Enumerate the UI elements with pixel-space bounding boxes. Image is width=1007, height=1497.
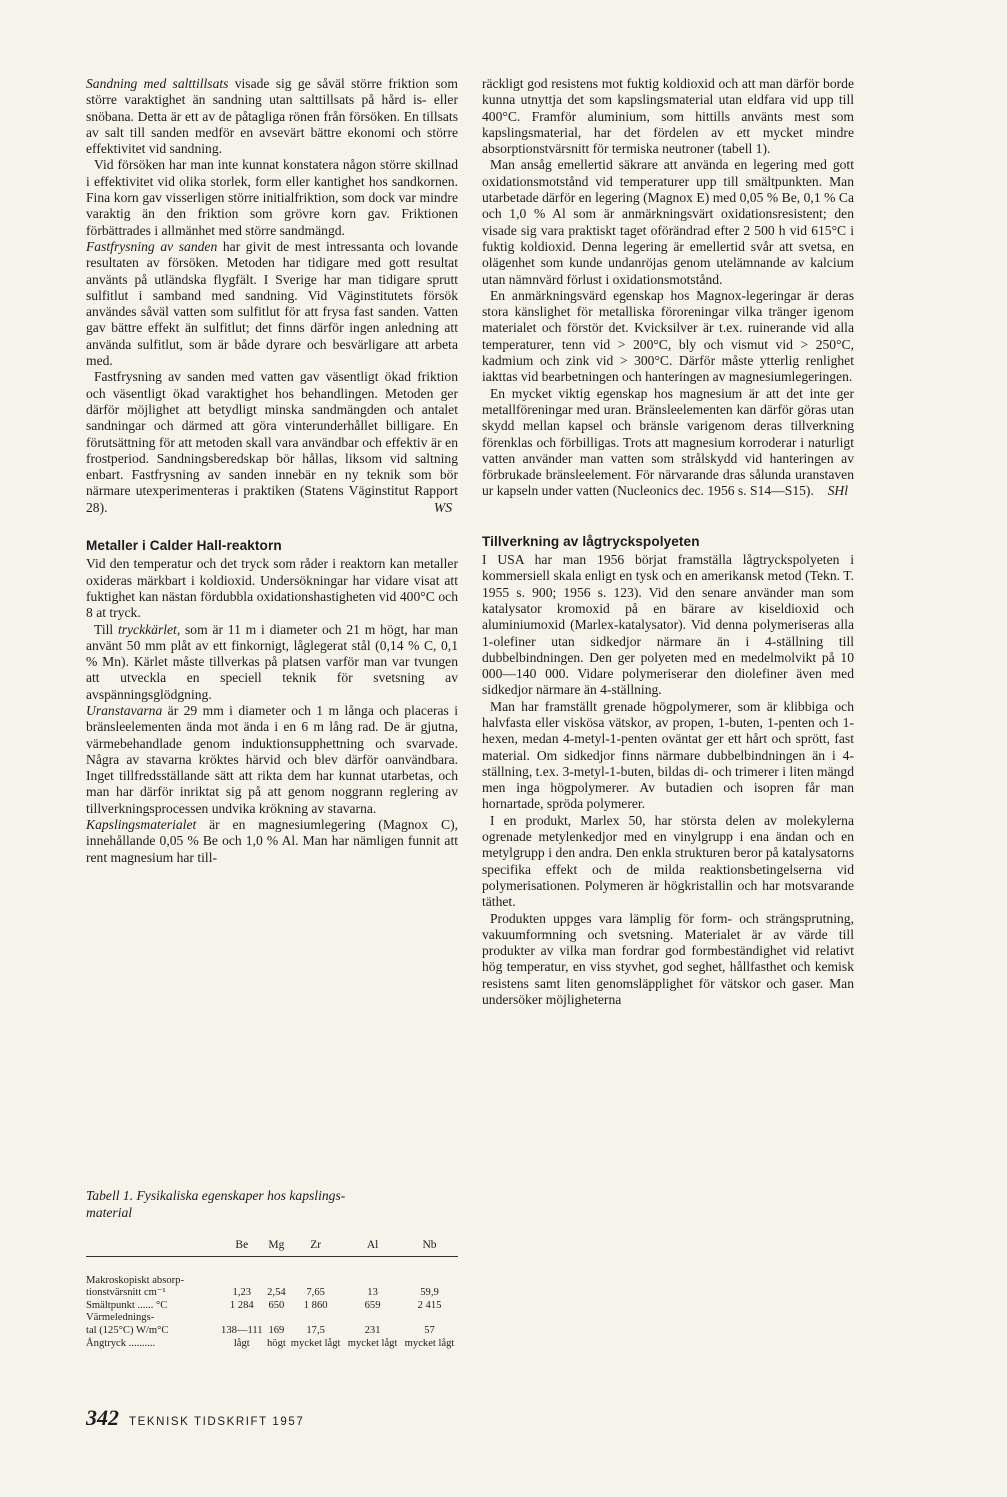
paragraph-text: är en magnesiumlegering (Magnox C), innehållande 0,05 % Be och 1,0 % Al. Man har nämligen funnit att rent magnesium har till-: [86, 817, 458, 865]
paragraph: Man har framställt grenade högpolymerer, som är klibbiga och halvfasta eller viskösa vätskor, av propen, 1-buten, 1-penten och 1-hexen, medan 4-metyl-1-penten oväntat ger ett hårt och sprött, fast material. Om sidkedjor finns närmare dubbelbindningen än i 4-ställning, t.ex. 3-metyl-1-buten, bildas di- och trimerer i liten mängd men inga högpolymerer. Av butadien och isopren får man hornartade, spröda polymerer.: [482, 698, 854, 812]
table-cell: mycket lågt: [290, 1337, 341, 1349]
italic-lead: Uranstavarna: [86, 702, 163, 718]
table-cell: 138—111: [221, 1324, 263, 1336]
row-label-line: tal (125°C) W/m°C: [86, 1324, 169, 1336]
paragraph-text: som är 11 m i diameter och 21 m högt, har man använt 50 mm plåt av ett finkornigt, låglegerat stål (0,14 % C, 0,1 % Mn). Kärlet måste tillverkas på platsen varför man var tvungen att utveckla en speciell teknik för svetsning av avspänningsglödgning.: [86, 621, 458, 702]
italic-lead: Fastfrysning av sanden: [86, 238, 218, 254]
italic-lead: tryckkärlet,: [117, 621, 181, 637]
row-label: [86, 1256, 218, 1300]
author-signature: WS: [433, 499, 452, 515]
paragraph-text: är 29 mm i diameter och 1 m långa och placeras i bränsleelementen ända mot ända i en 6 m lång rad. De är gjutna, värmebehandlade genom induktionsupphettning och svarvade. Några av stavarna kröktes härvid och blev därför oanvändbara. Inget tillfredsställande sätt att rikta dem har kunnat utarbetas, och man har därför inriktat sig på att genom noggrann reglering av tillverkningsprocessen undvika krökning av stavarna.: [86, 702, 458, 816]
table-cell: högt: [266, 1337, 286, 1349]
page-number: 342: [86, 1405, 119, 1430]
table-row: [86, 1300, 458, 1313]
table-cell: 231: [364, 1324, 381, 1336]
paragraph-text: har givit de mest intressanta och lovande resultaten av försöken. Metoden har tidigare med gott resultat använts på utländska flygfält. I Sverige har man tidigare sprutt sulfitlut i samband med sandning. Vid Väginstitutets försök användes såväl vatten som sulfitlut för att frysa fast sanden. Vatten gav bättre effekt än sulfitlut; det finns därför ingen anledning att använda sulfitlut, som är både dyrare och besvärligare att arbeta med.: [86, 238, 458, 369]
paragraph: [86, 76, 458, 157]
table-cell: mycket lågt: [404, 1337, 455, 1349]
table-cell: 169: [268, 1324, 285, 1336]
paragraph: Produkten uppges vara lämplig för form- och strängsprutning, vakuumformning och svetsning. Materialet är av värde till produkter av vilka man fordrar god formbeständighet vid relativt hög temperatur, en viss styvhet, god seghet, hållfasthet och kemisk resistens samt liten genomsläpplighet för vätskor och gaser. Man undersöker möjligheterna: [482, 910, 854, 1008]
row-label: [86, 1338, 218, 1351]
table-cell: 17,5: [306, 1324, 325, 1336]
table-cell: 59,9: [420, 1287, 439, 1299]
page-footer: [86, 1405, 304, 1431]
paragraph: Vid försöken har man inte kunnat konstatera någon större skillnad i effektivitet vid olika storlek, form eller kantighet hos sandkornen. Fina korn gav visserligen större initialfriktion, som dock var mindre varaktig än den friktion som grövre korn gav. Friktionen förbättrades i allmänhet med större sandmängd.: [86, 157, 458, 238]
row-label-line: Värmelednings-: [86, 1312, 155, 1324]
section-heading: Metaller i Calder Hall-reaktorn: [86, 538, 282, 554]
table-header-cell: Zr: [310, 1239, 322, 1251]
table-header-cell: Be: [235, 1239, 249, 1251]
row-label-line: Smältpunkt ...... °C: [86, 1299, 168, 1311]
properties-table: [86, 1236, 458, 1350]
section-heading: Tillverkning av lågtryckspolyeten: [482, 533, 700, 549]
paragraph: [482, 386, 854, 500]
caption-line: material: [86, 1205, 133, 1220]
journal-name: TEKNISK TIDSKRIFT 1957: [129, 1416, 305, 1428]
table-row: [86, 1338, 458, 1351]
table-cell: 7,65: [306, 1287, 325, 1299]
paragraph: Man ansåg emellertid säkrare att använda en legering med gott oxidationsmotstånd vid temperaturer upp till smältpunkten. Man utarbetade därför en legering (Magnox E) med 0,05 % Be, 0,1 % Ca och 1,0 % Al som är anmärkningsvärt oxidationsresistent; den visade sig vara praktiskt taget oförändrad efter 2 500 h vid 615°C i fuktig koldioxid. Denna legering är emellertid svår att svetsa, en olägenhet som kunde undanröjas genom utelämnande av kalcium utan nämnvärd förlust i oxidationsmotstånd.: [482, 157, 854, 287]
table-cell: 1 860: [303, 1299, 328, 1311]
row-label-line: Makroskopiskt absorp-: [86, 1274, 184, 1286]
paragraph-text: En mycket viktig egenskap hos magnesium är att det inte ger metallföreningar med uran. Bränsleelementen kan därför göras utan skydd mellan kapsel och bränsle varigenom deras tillverkning förenklas och förbilligas. Trots att magnesium korroderar i naturligt vatten använder man vatten som strålskydd vid hanteringen av förbrukade bränsleelement. För närvarande dras sålunda uranstaven ur kapseln under vatten (Nucleonics dec. 1956 s. S14—S15).: [482, 385, 854, 499]
row-label: [86, 1300, 218, 1313]
table-caption: [86, 1187, 458, 1221]
paragraph: [86, 369, 458, 516]
caption-line: Tabell 1. Fysikaliska egenskaper hos kapslings-: [86, 1188, 346, 1203]
table-header-row: [86, 1236, 458, 1256]
table-cell: 1,23: [232, 1287, 252, 1299]
paragraph: I en produkt, Marlex 50, har största delen av molekylerna ogrenade metylenkedjor med en vinylgrupp i ena ändan och en metylgrupp i den andra. Den enkla strukturen beror på katalysatorns specifika effekt och de milda reaktionsbetingelserna vid polymerisationen. Polymeren är högkristallin och har motsvarande täthet.: [482, 812, 854, 910]
row-label-line: Ångtryck ..........: [86, 1337, 156, 1349]
paragraph-text: Till: [94, 621, 118, 637]
row-label: [86, 1312, 218, 1337]
table-row: [86, 1256, 458, 1300]
paragraph: räckligt god resistens mot fuktig koldioxid och att man därför borde kunna utnyttja det som kapslingsmaterial utan eldfara vid upp till 400°C. Framför aluminium, som hittills använts mest som kapslingsmaterial, har det fördelen av ett mycket mindre absorptionstvärsnitt för termiska neutroner (tabell 1).: [482, 76, 854, 157]
table-cell: 2,54: [267, 1287, 286, 1299]
italic-lead: Sandning med salttillsats: [86, 76, 229, 91]
paragraph-text: visade sig ge såväl större friktion som större varaktighet än sandning utan salttillsats på hård is- eller snöbana. Detta är ett av de påtagliga rönen från försöken. En tillsats av salt till sanden medför en avsevärt bättre ekonomi och större effektivitet vid sandning.: [86, 76, 459, 157]
table-cell: 650: [268, 1299, 285, 1311]
paragraph: [86, 703, 458, 817]
table-header-cell: [86, 1236, 218, 1256]
author-signature: SHl: [827, 483, 848, 499]
table-header-cell: Nb: [422, 1239, 437, 1251]
paragraph-text: Fastfrysning av sanden med vatten gav väsentligt ökad friktion och väsentligt ökad varaktighet hos behandlingen. Metoden ger därför möjlighet att betydligt minska sandmängden och antalet sandningar och därmed att göra vinterunderhållet billigare. En förutsättning för att metoden skall vara användbar och effektiv är en frostperiod. Sandningsberedskap bör hållas, liksom vid saltning enbart. Fastfrysning av sanden innebär en ny teknik som bör närmare utexperimenteras i praktiken (Statens Väginstitut Rapport 28).: [86, 369, 458, 515]
table-header-cell: Mg: [268, 1239, 285, 1251]
table-cell: 57: [424, 1324, 435, 1336]
italic-lead: Kapslingsmaterialet: [86, 817, 197, 833]
row-label-line: tionstvärsnitt cm⁻¹: [86, 1287, 166, 1299]
paragraph: [86, 239, 458, 369]
table-row: [86, 1312, 458, 1337]
table-header-cell: Al: [366, 1239, 379, 1251]
paragraph: Vid den temperatur och det tryck som råder i reaktorn kan metaller oxideras märkbart i koldioxid. Undersökningar har vidare visat att fuktighet kan nästan fördubbla oxidationshastigheten vid 400°C och 8 at tryck.: [86, 556, 458, 621]
table-cell: lågt: [233, 1337, 250, 1349]
paragraph: [86, 622, 458, 703]
table-cell: 2 415: [417, 1299, 442, 1311]
left-column: [86, 76, 458, 866]
paragraph: I USA har man 1956 börjat framställa lågtryckspolyeten i kommersiell skala enligt en tysk och en amerikansk metod (Tekn. T. 1955 s. 900; 1956 s. 123). Vid den senare använder man som katalysator kromoxid på en bärare av kiseldioxid och aluminiumoxid (Marlex-katalysator). Vid denna polymeriseras alla 1-olefiner utan sidkedjor närmare än i 4-ställning till dubbelbindningen. Den ger polyeten med en medelmolvikt på 10 000—140 000. Vidare polymeriserar den diolefiner även med sidkedjor närmare än 4-ställning.: [482, 552, 854, 698]
table-cell: mycket lågt: [347, 1337, 398, 1349]
paragraph: [86, 817, 458, 866]
paragraph: En anmärkningsvärd egenskap hos Magnox-legeringar är deras stora känslighet för metalliska föroreningar vilka tränger igenom materialet och förstör det. Kvicksilver är t.ex. ruinerande vid alla temperaturer, tenn vid > 200°C, bly och vismut vid > 250°C, kadmium och zink vid > 300°C. Därför måste ytterlig renlighet iakttas vid bearbetningen och hanteringen av magnesiumlegeringen.: [482, 287, 854, 385]
table-cell: 1 284: [229, 1299, 254, 1311]
table-cell: 659: [364, 1299, 381, 1311]
table-cell: 13: [367, 1287, 378, 1299]
right-column: [482, 76, 854, 1008]
